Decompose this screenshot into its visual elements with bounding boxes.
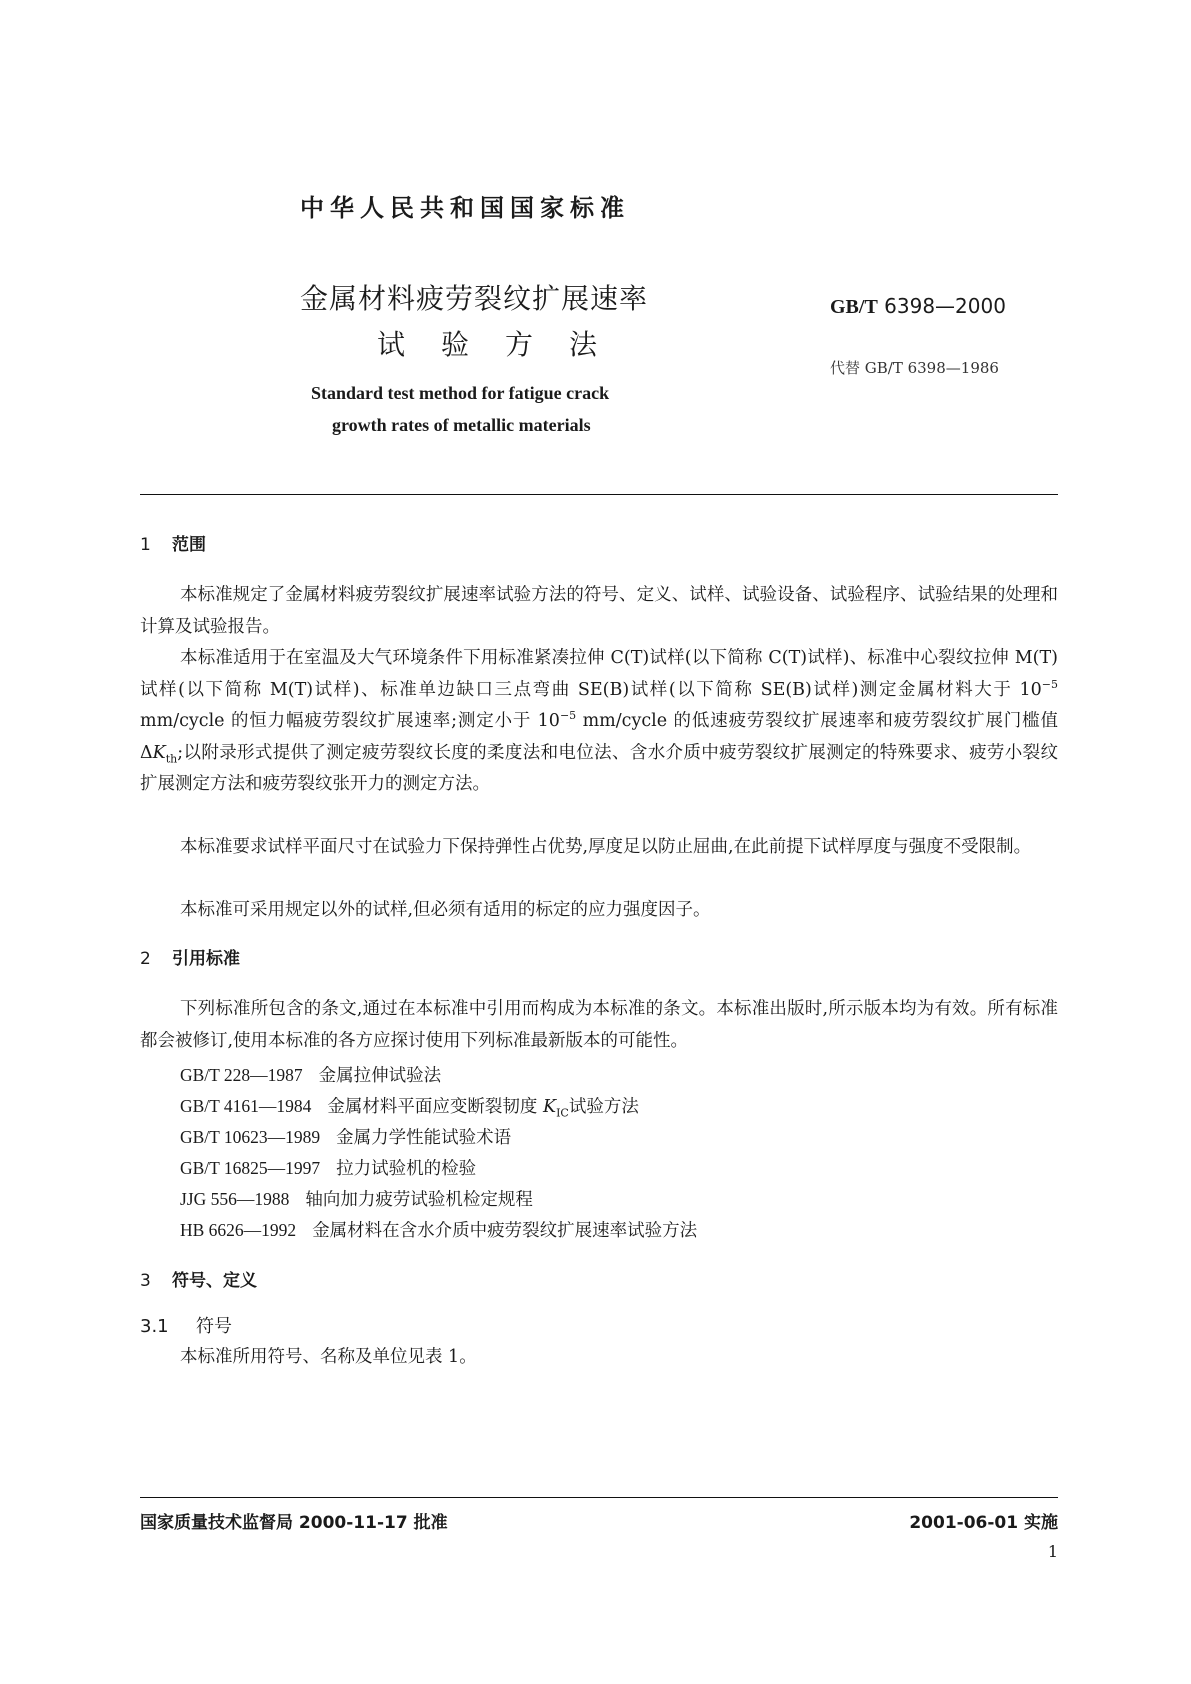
section-1-paragraph-1: 本标准规定了金属材料疲劳裂纹扩展速率试验方法的符号、定义、试样、试验设备、试验程序、试验结果的处理和计算及试验报告。	[140, 585, 1058, 637]
reference-code: JJG 556—1988	[180, 1189, 290, 1209]
english-title-line-2: growth rates of metallic materials	[332, 415, 591, 435]
reference-title-suffix: 试验方法	[568, 1097, 639, 1117]
reference-k-subscript: IC	[556, 1106, 569, 1120]
section-3-title: 符号、定义	[172, 1271, 257, 1291]
reference-item	[180, 1062, 441, 1087]
replaces-note: 代替 GB/T 6398—1986	[830, 359, 999, 377]
section-1-paragraph-4: 本标准可采用规定以外的试样,但必须有适用的标定的应力强度因子。	[180, 900, 711, 920]
p2-exponent-2: −5	[559, 709, 577, 723]
standard-prefix: GB/T	[830, 296, 878, 318]
p2-k-symbol: K	[152, 742, 166, 763]
national-standard-heading: 中华人民共和国国家标准	[300, 194, 630, 222]
reference-title: 金属材料在含水介质中疲劳裂纹扩展速率试验方法	[312, 1221, 698, 1241]
standard-number-value: 6398—2000	[884, 294, 1006, 318]
section-3-heading	[140, 1266, 257, 1291]
reference-item	[180, 1217, 697, 1242]
reference-title: 拉力试验机的检验	[336, 1159, 477, 1179]
reference-title: 金属材料平面应变断裂韧度	[327, 1097, 543, 1117]
reference-code: GB/T 16825—1997	[180, 1158, 321, 1178]
reference-code: GB/T 10623—1989	[180, 1127, 321, 1147]
section-1-paragraph-3: 本标准要求试样平面尺寸在试验力下保持弹性占优势,厚度足以防止屈曲,在此前提下试样厚度与强度不受限制。	[180, 837, 1032, 857]
reference-title: 金属力学性能试验术语	[336, 1128, 512, 1148]
reference-code: GB/T 4161—1984	[180, 1096, 312, 1116]
section-1-heading	[140, 530, 206, 555]
p2-exponent-1: −5	[1041, 677, 1058, 691]
english-title-line-1: Standard test method for fatigue crack	[311, 383, 610, 403]
reference-title: 轴向加力疲劳试验机检定规程	[305, 1190, 533, 1210]
effective-date: 2001-06-01 实施	[909, 1513, 1058, 1533]
subsection-3-1-number: 3.1	[140, 1316, 169, 1337]
section-1-number: 1	[140, 535, 151, 555]
footer-divider	[140, 1497, 1058, 1498]
section-2-heading	[140, 944, 240, 969]
subsection-3-1-title: 符号	[196, 1316, 232, 1337]
p2-text-d: ;以附录形式提供了测定疲劳裂纹长度的柔度法和电位法、含水介质中疲劳裂纹扩展测定的特殊要求、疲劳小裂纹扩展测定方法和疲劳裂纹张开力的测定方法。	[140, 742, 1058, 794]
page-number: 1	[1047, 1542, 1058, 1561]
section-3-number: 3	[140, 1271, 151, 1291]
header-divider	[140, 494, 1058, 495]
title-line-1: 金属材料疲劳裂纹扩展速率	[300, 282, 649, 315]
reference-k-symbol: K	[542, 1097, 557, 1117]
reference-code: GB/T 228—1987	[180, 1065, 303, 1085]
section-2-number: 2	[140, 949, 151, 969]
p2-k-subscript: th	[165, 752, 178, 765]
reference-item	[180, 1155, 476, 1180]
section-2-paragraph-1: 下列标准所包含的条文,通过在本标准中引用而构成为本标准的条文。本标准出版时,所示版本均为有效。所有标准都会被修订,使用本标准的各方应探讨使用下列标准最新版本的可能性。	[140, 999, 1058, 1051]
section-1-title: 范围	[172, 535, 206, 555]
title-line-2: 试验方法	[377, 328, 634, 361]
reference-item	[180, 1124, 511, 1149]
reference-code: HB 6626—1992	[180, 1220, 297, 1240]
approval-date: 国家质量技术监督局 2000-11-17 批准	[140, 1513, 448, 1533]
reference-title: 金属拉伸试验法	[318, 1066, 442, 1086]
subsection-3-1-heading	[140, 1312, 232, 1338]
section-2-title: 引用标准	[172, 949, 240, 969]
subsection-3-1-paragraph: 本标准所用符号、名称及单位见表 1。	[180, 1347, 477, 1367]
reference-item	[180, 1186, 533, 1211]
section-1-paragraph-2	[140, 643, 1058, 801]
reference-item	[180, 1093, 639, 1118]
p2-text-c: mm/cycle 的低速疲劳裂纹扩展速率和疲劳裂纹扩展门槛值 Δ	[140, 711, 1058, 763]
p2-text-b: mm/cycle 的恒力幅疲劳裂纹扩展速率;测定小于 10	[140, 711, 560, 731]
p2-text-a: 本标准适用于在室温及大气环境条件下用标准紧凑拉伸 C(T)试样(以下简称 C(T)试样)、标准中心裂纹拉伸 M(T)试样(以下简称 M(T)试样)、标准单边缺口三点弯曲 SE(B)试样(以下简称 SE(B)试样)测定金属材料大于 10	[140, 648, 1058, 700]
standard-number	[830, 294, 1006, 319]
